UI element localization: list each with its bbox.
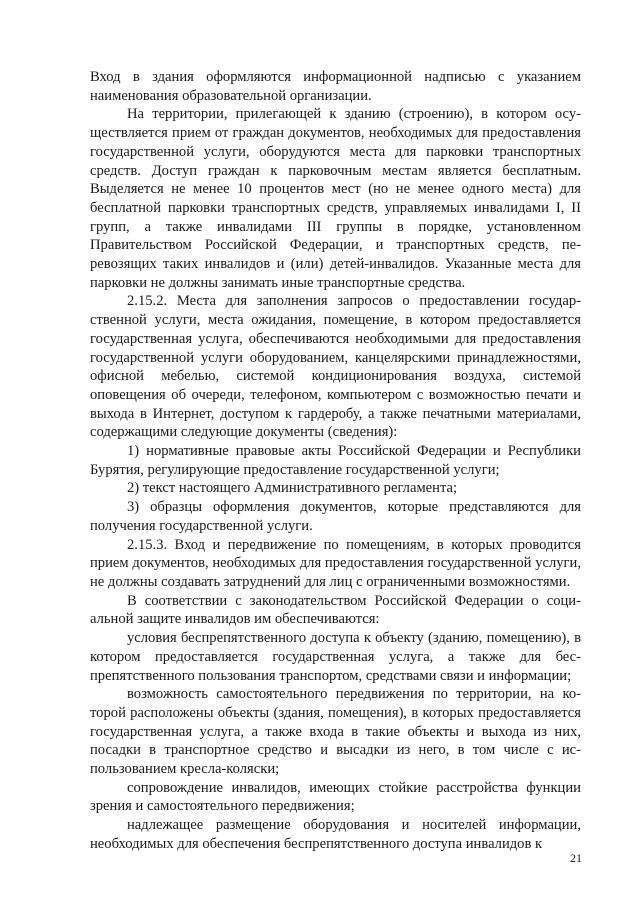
paragraph-parking: На территории, прилегающей к зданию (строению), в котором осуществляется прием от граждан документов, необходимых для предоставления государственной услуги, оборудуются места для парковки транспортных средств. Доступ граждан к парковочным местам является бесплатным. Выделяется не менее 10 процентов мест (но не менее одного места) для бесплатной парковки транспортных средств, управляемых инвалидами I, II групп, а также инвалидами III группы в порядке, установленном Правительством Российской Федерации, и транспортных средств, перевозящих таких инвалидов и (или) детей-инвалидов. Указанные места для парковки не должны занимать иные транспортные средства.: [90, 106, 581, 291]
page-number: 21: [570, 851, 582, 865]
paragraph-2-15-2: 2.15.2. Места для заполнения запросов о предоставлении государственной услуги, места ожидания, помещение, в котором предоставляется государственная услуга, обеспечиваются необходимыми для предоставления государственной услуги оборудованием, канцелярскими принадлежностями, офисной мебелью, системой кондиционирования воздуха, системой оповещения об очереди, телефоном, компьютером с возможностью печати и выхода в Интернет, доступом к гардеробу, а также печатными материалами, содержащими следующие документы (сведения):: [90, 293, 581, 441]
list-item-2: 2) текст настоящего Административного регламента;: [127, 480, 458, 497]
paragraph-2-15-3: 2.15.3. Вход и передвижение по помещениям, в которых проводится прием документов, необходимых для предоставления государственной услуги, не должны создавать затруднений для лиц с ограниченными возможностями.: [90, 536, 581, 590]
paragraph-building-entrance-sign: Вход в здания оформляются информационной надписью с указанием наименования образовательной организации.: [90, 69, 581, 104]
document-body: [90, 68, 581, 854]
paragraph-escort: сопровождение инвалидов, имеющих стойкие расстройства функции зрения и самостоятельного передвижения;: [90, 779, 581, 815]
paragraph-equipment-placement: надлежащее размещение оборудования и носителей информации, необходимых для обеспечения беспрепятственного доступа инвалидов к: [90, 817, 581, 852]
paragraph-access-conditions: условия беспрепятственного доступа к объекту (зданию, помещению), в котором предоставляется государственная услуга, а также для беспрепятственного пользования транспортом, средствами связи и информации;: [90, 630, 581, 684]
list-item-3: 3) образцы оформления документов, которые представляются для получения государственной услуги.: [90, 499, 581, 534]
list-item-1: 1) нормативные правовые акты Российской Федерации и Республики Бурятия, регулирующие предоставление государственной услуги;: [90, 443, 581, 478]
paragraph-independent-movement: возможность самостоятельного передвижения по территории, на которой расположены объекты (здания, помещения), в которых предоставляется государственная услуга, а также входа в такие объекты и выхода из них, посадки в транспортное средство и высадки из него, в том числе с использованием кресла-коляски;: [90, 686, 581, 778]
paragraph-social-protection: В соответствии с законодательством Российской Федерации о социальной защите инвалидов им обеспечиваются:: [90, 592, 581, 628]
